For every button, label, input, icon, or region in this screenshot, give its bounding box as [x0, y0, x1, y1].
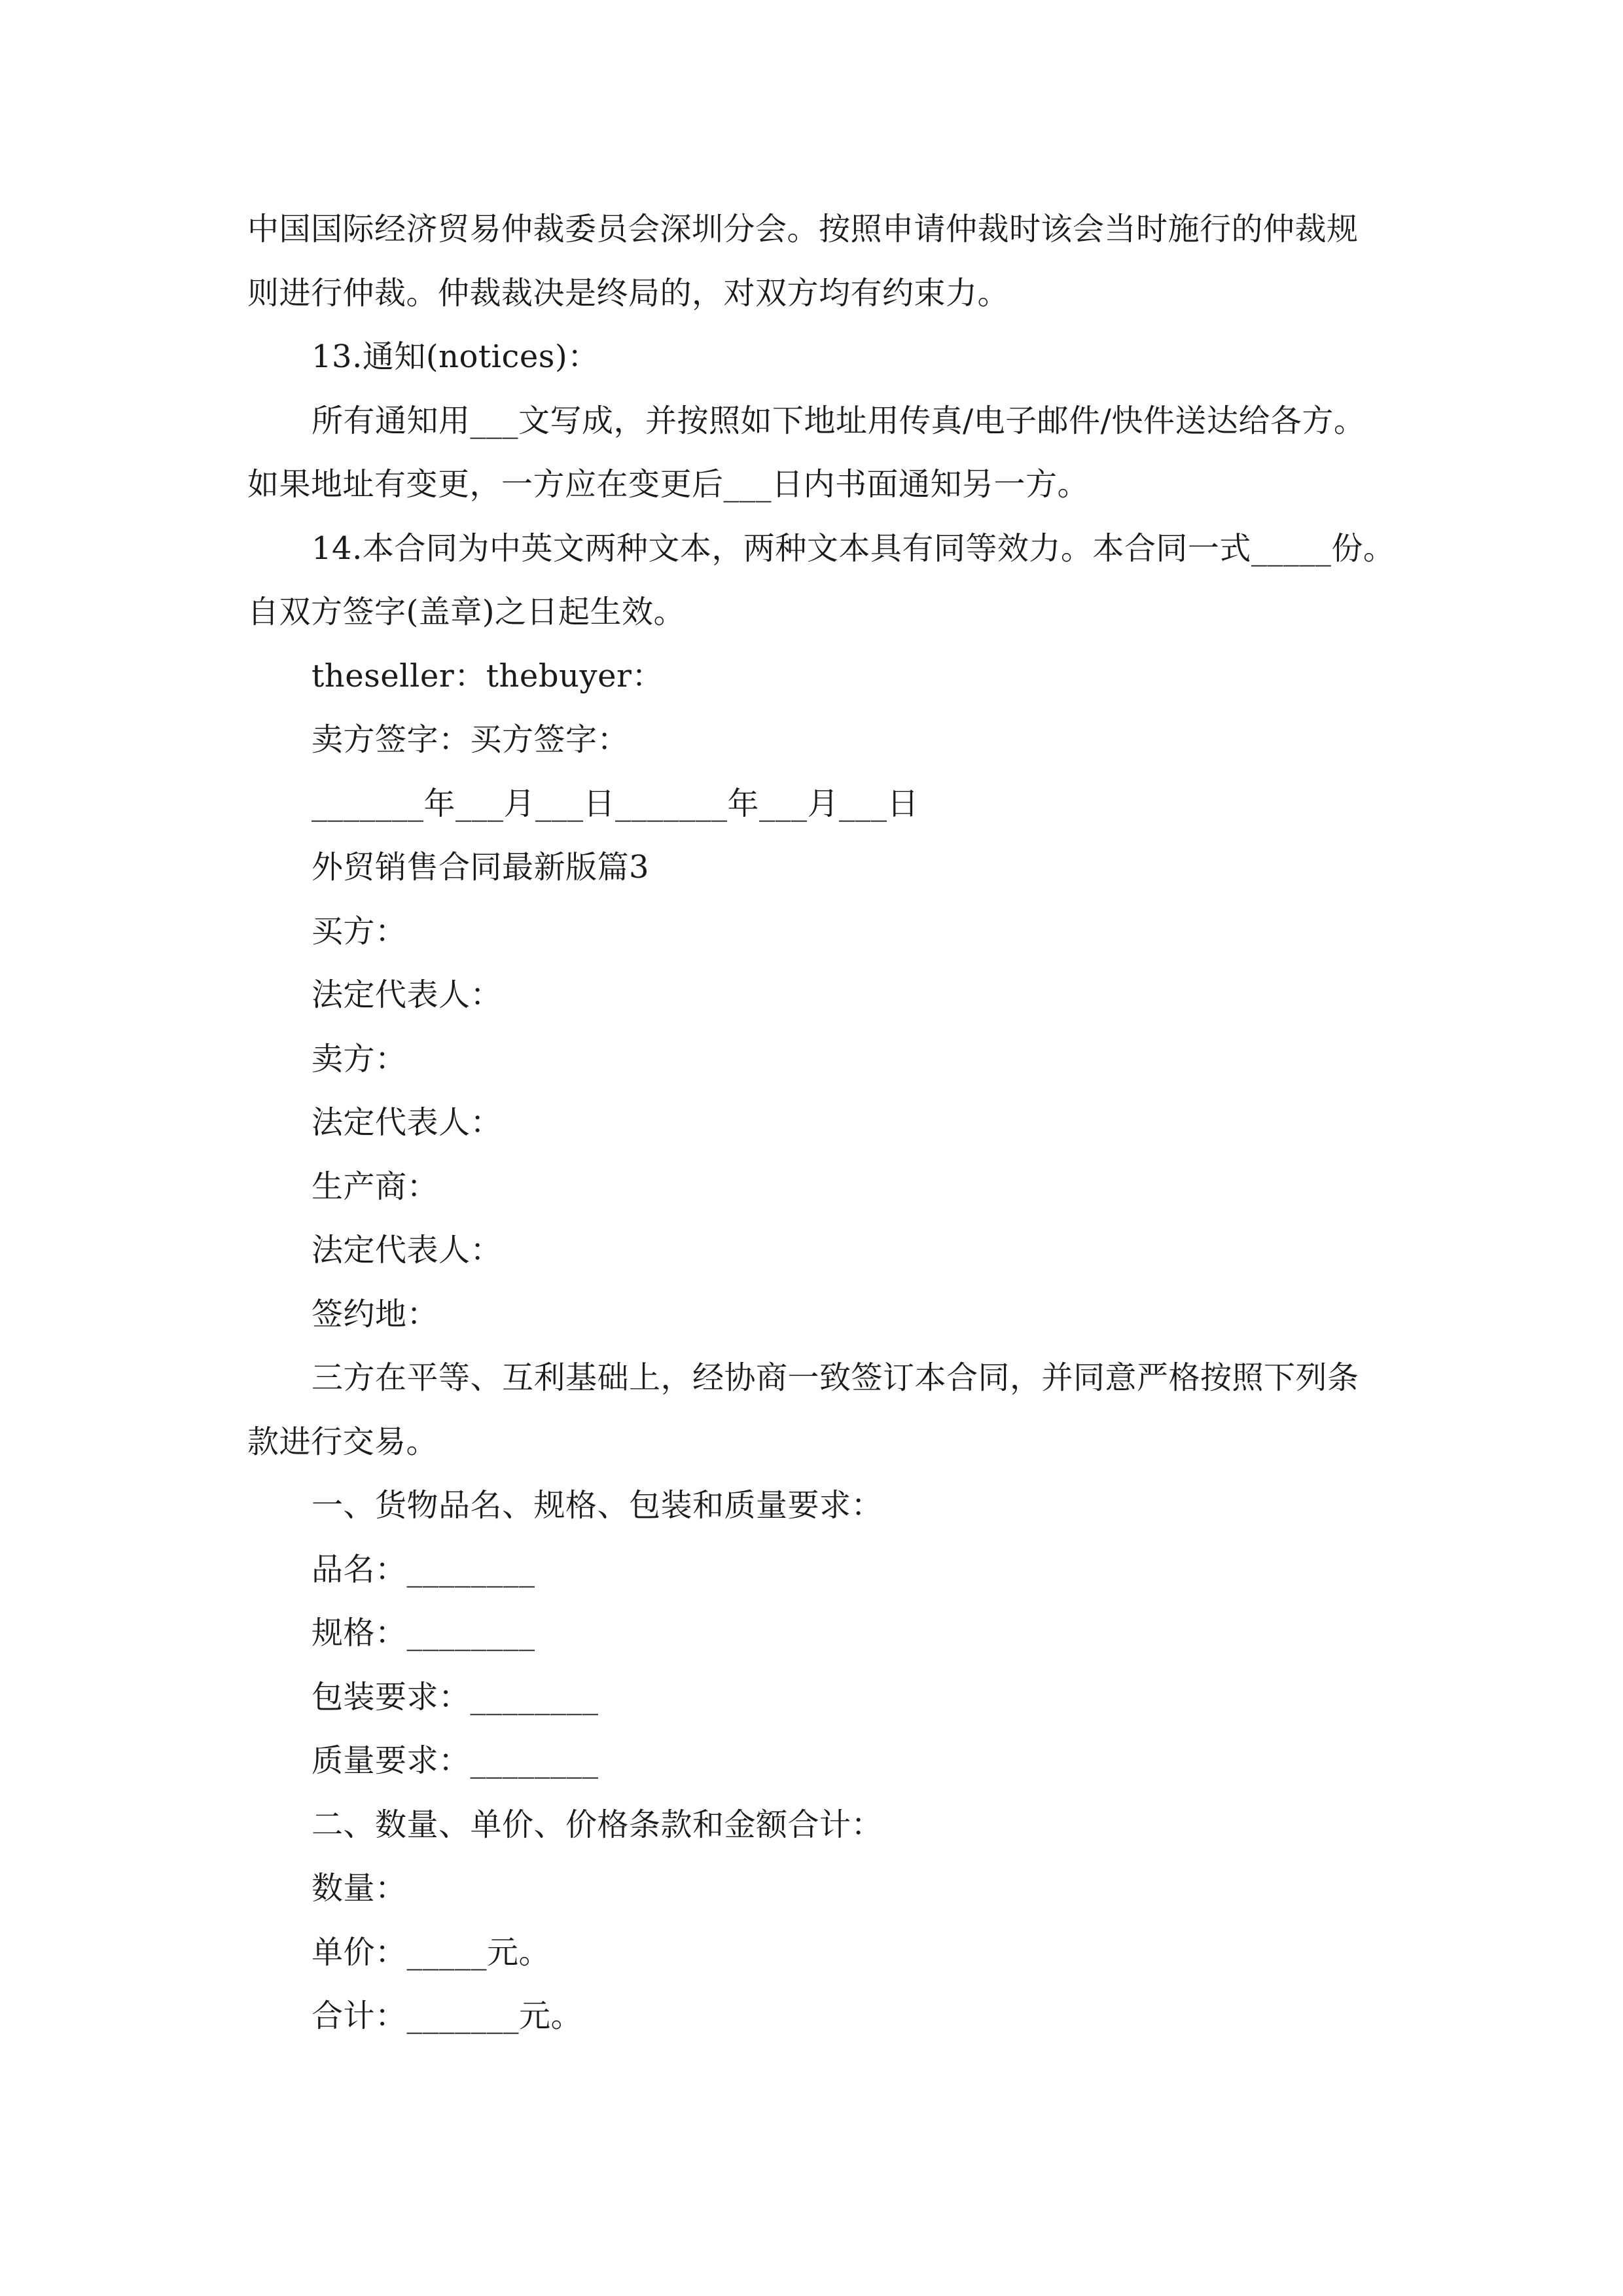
seller-field: 卖方： — [312, 1041, 407, 1077]
manufacturer-field: 生产商： — [312, 1168, 439, 1205]
text-line: 三方在平等、互利基础上，经协商一致签订本合同，并同意严格按照下列条 — [312, 1359, 1359, 1396]
clause-heading: 13.通知(notices)： — [312, 338, 599, 375]
text-line: 自双方签字(盖章)之日起生效。 — [247, 594, 685, 630]
packaging-field: 包装要求：________ — [312, 1679, 599, 1715]
text-line: 则进行仲裁。仲裁裁决是终局的，对双方均有约束力。 — [247, 275, 1010, 312]
seller-representative-field: 法定代表人： — [312, 1104, 503, 1141]
text-line: 所有通知用___文写成，并按照如下地址用传真/电子邮件/快件送达给各方。 — [312, 403, 1366, 439]
section-title: 外贸销售合同最新版篇3 — [312, 849, 650, 886]
quantity-field: 数量： — [312, 1870, 407, 1907]
buyer-representative-field: 法定代表人： — [312, 977, 503, 1013]
quality-field: 质量要求：________ — [312, 1742, 599, 1779]
clause-heading: 二、数量、单价、价格条款和金额合计： — [312, 1806, 883, 1843]
manufacturer-representative-field: 法定代表人： — [312, 1232, 503, 1268]
text-line: 14.本合同为中英文两种文本，两种文本具有同等效力。本合同一式_____份。 — [312, 530, 1395, 567]
signature-labels-en: theseller：thebuyer： — [312, 658, 664, 694]
buyer-field: 买方： — [312, 913, 407, 950]
signing-place-field: 签约地： — [312, 1296, 439, 1333]
signature-labels-cn: 卖方签字：买方签字： — [312, 721, 630, 758]
clause-heading: 一、货物品名、规格、包装和质量要求： — [312, 1487, 883, 1524]
text-line: 如果地址有变更，一方应在变更后___日内书面通知另一方。 — [247, 466, 1090, 503]
signature-date-line: _______年___月___日_______年___月___日 — [312, 785, 919, 822]
text-line: 款进行交易。 — [247, 1424, 438, 1460]
specification-field: 规格：________ — [312, 1615, 535, 1651]
text-line: 中国国际经济贸易仲裁委员会深圳分会。按照申请仲裁时该会当时施行的仲裁规 — [247, 211, 1359, 247]
unit-price-field: 单价：_____元。 — [312, 1934, 551, 1971]
product-name-field: 品名：________ — [312, 1551, 535, 1588]
total-field: 合计：_______元。 — [312, 1998, 583, 2034]
